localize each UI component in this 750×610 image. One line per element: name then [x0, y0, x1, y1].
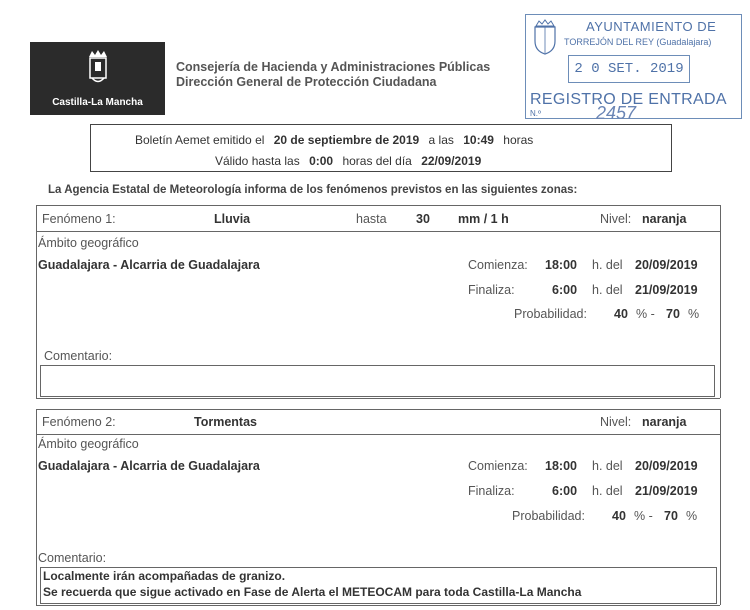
divider — [36, 205, 37, 398]
finaliza-date: 21/09/2019 — [635, 283, 698, 297]
prob-pct: % — [688, 307, 700, 321]
comment-label: Comentario: — [44, 349, 113, 363]
emitted-label: Boletín Aemet emitido el — [135, 133, 265, 147]
prob-sep: % - — [634, 509, 653, 523]
emitted-time: 10:49 — [463, 133, 494, 147]
registry-stamp — [525, 14, 742, 123]
comment-line-1: Localmente irán acompañadas de granizo. — [43, 569, 286, 583]
prob-high: 70 — [664, 509, 678, 523]
bulletin-box — [90, 124, 672, 172]
h-del-label: h. del — [592, 283, 623, 297]
stamp-subtitle: TORREJÓN DEL REY (Guadalajara) — [564, 37, 712, 47]
divider — [720, 205, 721, 398]
stamp-title: AYUNTAMIENTO DE — [586, 19, 717, 34]
phenomenon-name: Lluvia — [214, 212, 251, 226]
issuer-line-1: Consejería de Hacienda y Administraciones Públicas — [176, 60, 491, 74]
stamp-handwritten-number: 2457 — [596, 103, 637, 123]
divider — [36, 434, 720, 435]
prob-label: Probabilidad: — [512, 509, 585, 523]
valid-time: 0:00 — [309, 154, 334, 168]
finaliza-label: Finaliza: — [468, 283, 515, 297]
h-del-label: h. del — [592, 484, 623, 498]
prob-sep: % - — [636, 307, 655, 321]
comienza-date: 20/09/2019 — [635, 459, 698, 473]
issuer-line-2: Dirección General de Protección Ciudadana — [176, 75, 437, 89]
ambito-label: Ámbito geográfico — [38, 437, 139, 451]
comment-box — [40, 567, 717, 604]
zone-name: Guadalajara - Alcarria de Guadalajara — [38, 459, 260, 473]
divider — [36, 398, 720, 399]
nivel-label: Nivel: — [600, 212, 632, 226]
nivel-value: naranja — [642, 212, 687, 226]
comienza-date: 20/09/2019 — [635, 258, 698, 272]
comienza-time: 18:00 — [545, 459, 577, 473]
hasta-label: hasta — [356, 212, 387, 226]
stamp-registro: REGISTRO DE ENTRADA — [530, 91, 727, 108]
prob-low: 40 — [614, 307, 628, 321]
nivel-label: Nivel: — [600, 415, 632, 429]
comienza-label: Comienza: — [468, 258, 528, 272]
stamp-number-label: N.º — [530, 109, 541, 118]
divider — [36, 605, 720, 606]
comment-label: Comentario: — [38, 551, 107, 565]
nivel-value: naranja — [642, 415, 687, 429]
hours-label: horas — [503, 133, 534, 147]
comment-box — [40, 365, 715, 397]
comienza-time: 18:00 — [545, 258, 577, 272]
prob-low: 40 — [612, 509, 626, 523]
zone-name: Guadalajara - Alcarria de Guadalajara — [38, 258, 260, 272]
divider — [36, 409, 37, 605]
bulletin-valid-line — [215, 154, 481, 168]
h-del-label: h. del — [592, 459, 623, 473]
finaliza-time: 6:00 — [552, 283, 578, 297]
divider — [720, 409, 721, 605]
amount-value: 30 — [416, 212, 430, 226]
phenomenon-name: Tormentas — [194, 415, 257, 429]
issuer-header — [176, 60, 490, 90]
finaliza-time: 6:00 — [552, 484, 578, 498]
ambito-label: Ámbito geográfico — [38, 236, 139, 250]
finaliza-date: 21/09/2019 — [635, 484, 698, 498]
divider — [36, 409, 720, 410]
town-shield-icon — [532, 19, 558, 55]
phenomenon-label: Fenómeno 2: — [42, 415, 116, 429]
at-label: a las — [428, 133, 454, 147]
valid-label: Válido hasta las — [215, 154, 300, 168]
phenomenon-label: Fenómeno 1: — [42, 212, 116, 226]
divider — [36, 231, 720, 232]
intro-text: La Agencia Estatal de Meteorología informa de los fenómenos previstos en las siguientes zonas: — [48, 184, 578, 196]
divider — [36, 205, 720, 206]
finaliza-label: Finaliza: — [468, 484, 515, 498]
logo-text: Castilla-La Mancha — [52, 97, 143, 108]
valid-mid-label: horas del día — [342, 154, 412, 168]
regional-logo — [30, 42, 165, 115]
prob-label: Probabilidad: — [514, 307, 587, 321]
stamp-date: 2 0 SET. 2019 — [568, 55, 690, 83]
bulletin-emitted-line — [135, 133, 533, 147]
valid-date: 22/09/2019 — [421, 154, 482, 168]
emitted-date: 20 de septiembre de 2019 — [273, 133, 420, 147]
comment-line-2: Se recuerda que sigue activado en Fase de Alerta el METEOCAM para toda Castilla-La Mancha — [43, 585, 582, 599]
comienza-label: Comienza: — [468, 459, 528, 473]
h-del-label: h. del — [592, 258, 623, 272]
prob-high: 70 — [666, 307, 680, 321]
prob-pct: % — [686, 509, 698, 523]
coat-of-arms-icon — [84, 48, 112, 88]
amount-unit: mm / 1 h — [458, 212, 509, 226]
